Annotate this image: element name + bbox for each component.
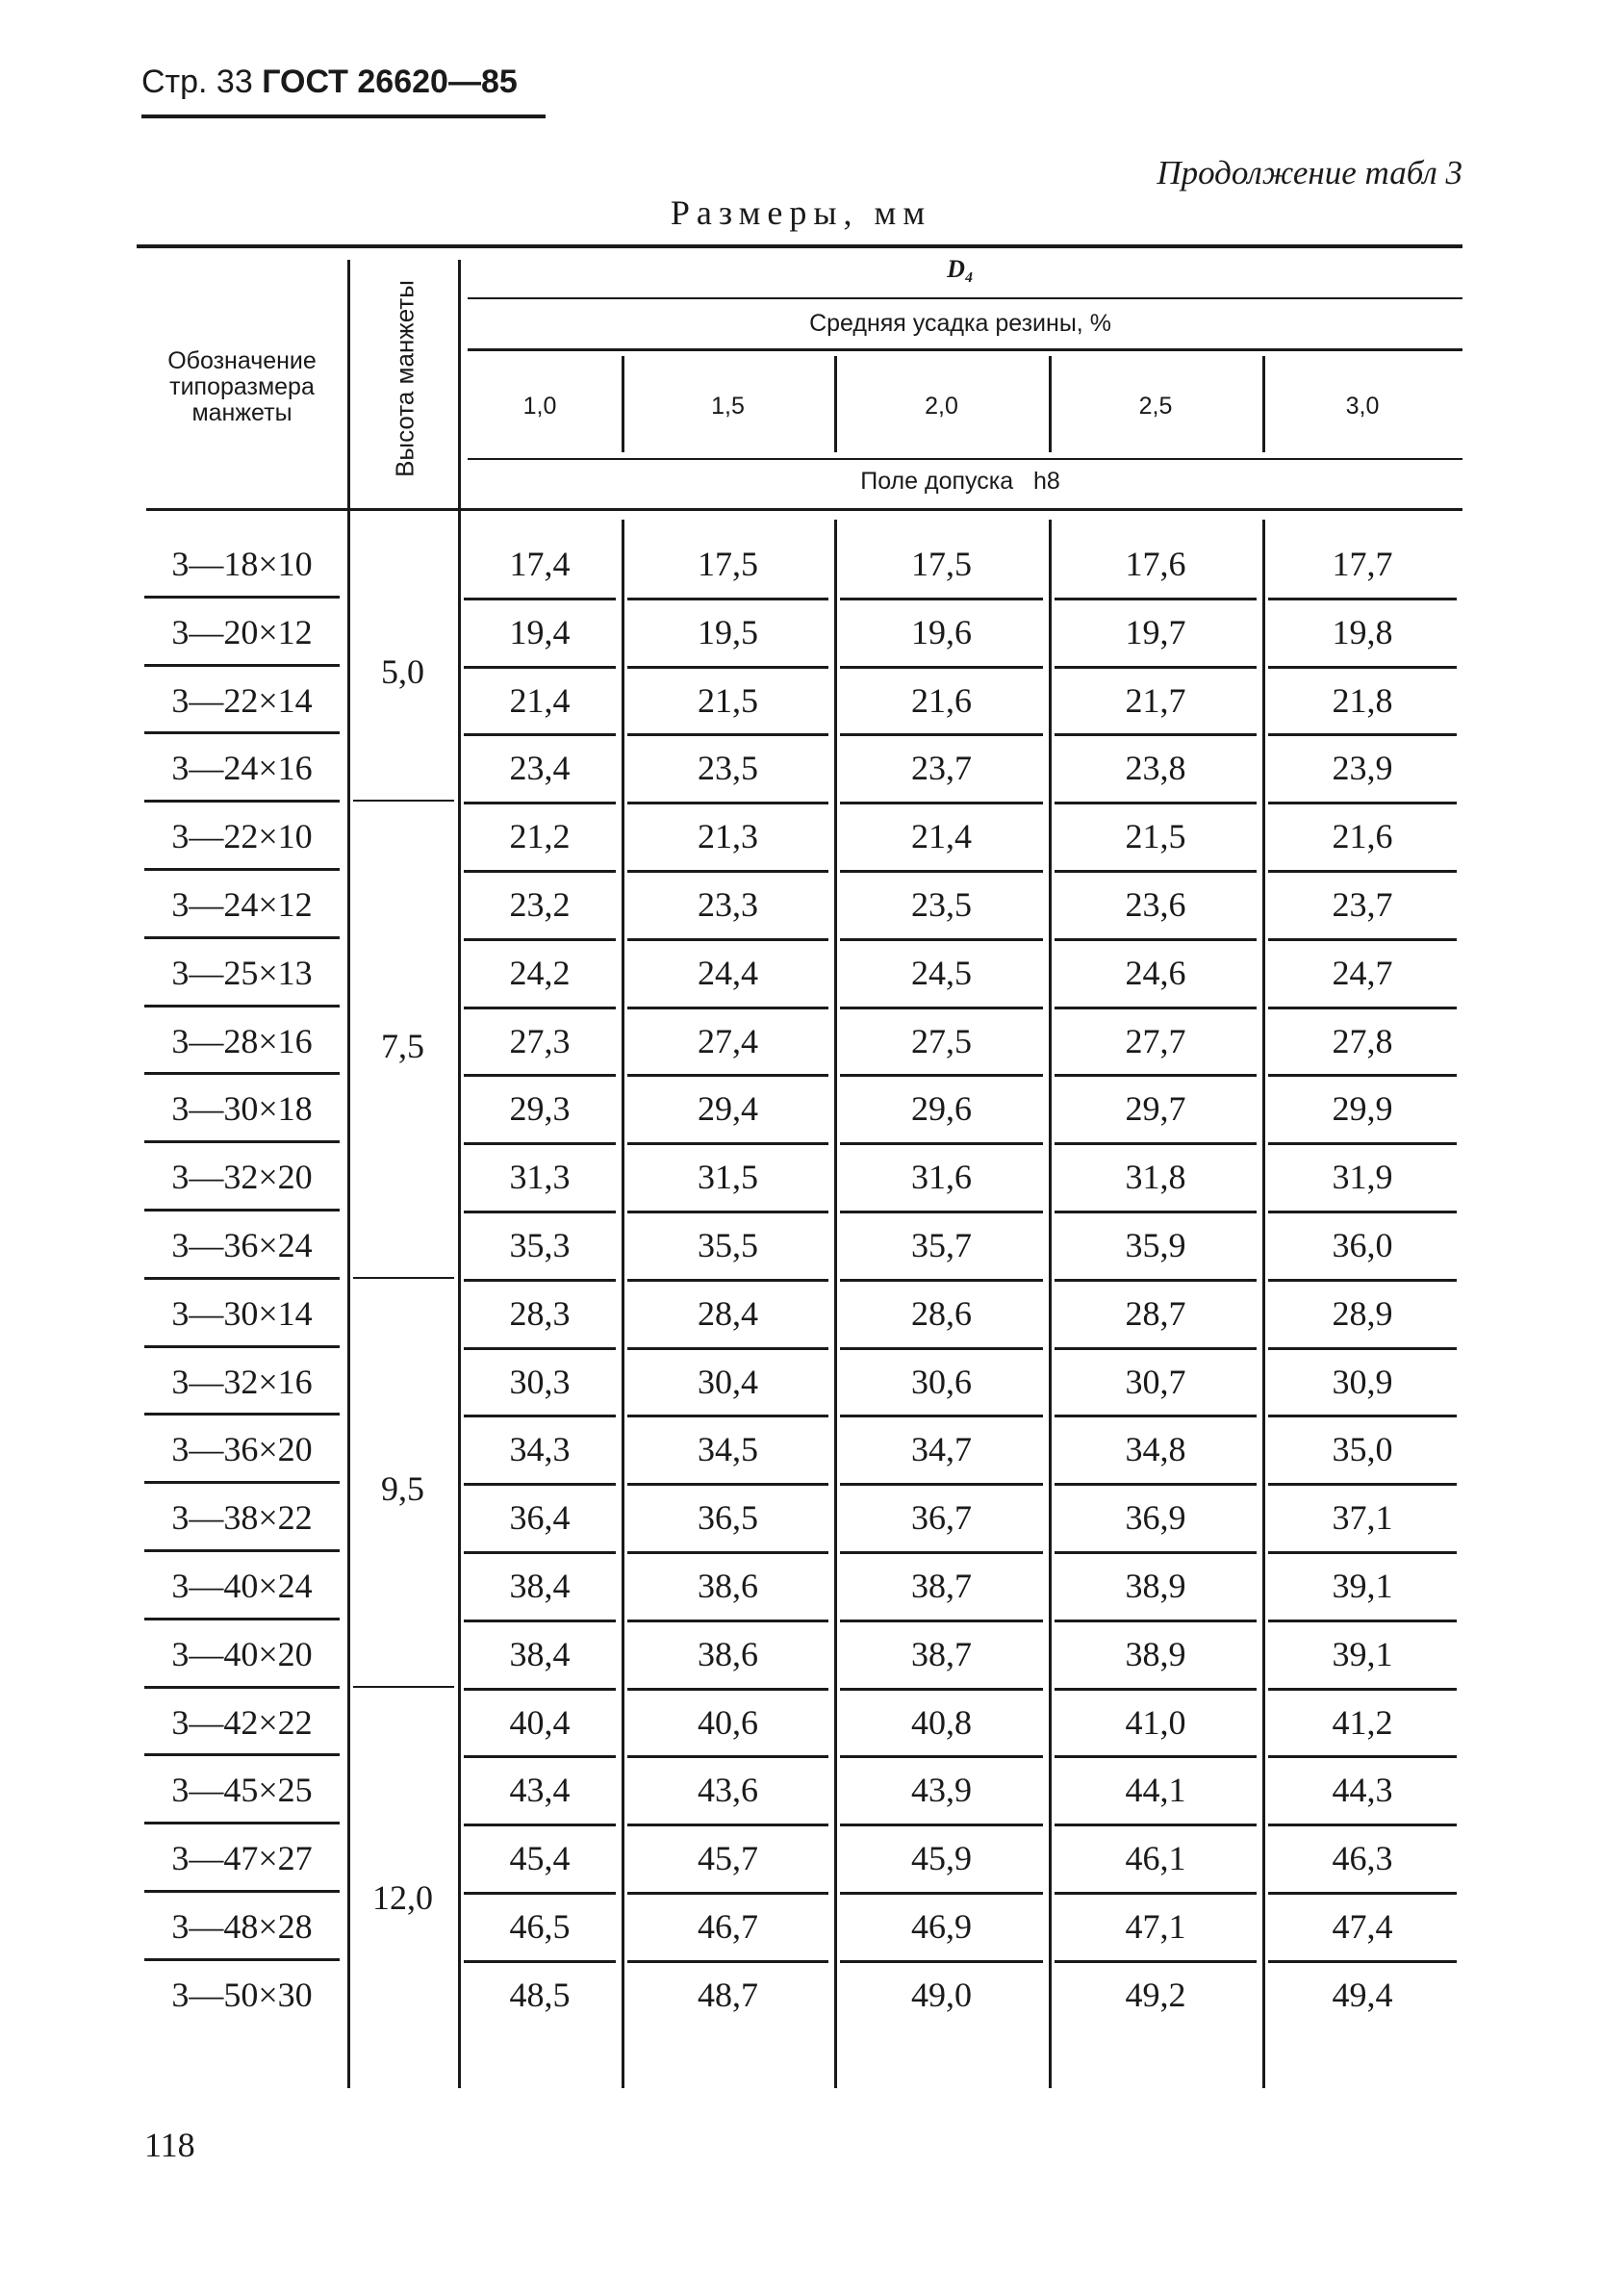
row-rule-value [1055, 938, 1257, 941]
row-rule-value [1055, 1211, 1257, 1213]
header-designation: Обозначение типоразмера манжеты [167, 347, 317, 426]
shrinkage-col-sep [622, 356, 624, 452]
value-cell: 21,6 [1332, 817, 1393, 856]
value-cell: 39,1 [1332, 1567, 1393, 1605]
row-rule-value [1268, 1824, 1457, 1826]
row-rule-value [1268, 1960, 1457, 1963]
value-cell: 28,3 [509, 1293, 571, 1333]
row-rule-designation [144, 1005, 340, 1008]
header-height: Высота манжеты [390, 280, 419, 477]
value-cell: 30,3 [509, 1362, 571, 1401]
designation-cell: 3—30×14 [171, 1293, 313, 1333]
row-rule-value [1268, 1415, 1457, 1417]
value-cell: 45,9 [911, 1839, 972, 1878]
value-cell: 23,4 [509, 749, 571, 788]
row-rule-designation [144, 1277, 340, 1280]
value-cell: 48,7 [698, 1975, 758, 2014]
row-rule-designation [144, 731, 340, 734]
value-cell: 23,2 [509, 885, 571, 924]
row-rule-value [464, 1142, 616, 1145]
value-cell: 40,4 [509, 1702, 571, 1742]
value-cell: 21,8 [1332, 680, 1393, 720]
row-rule-value [627, 1824, 828, 1826]
shrinkage-col-sep [1049, 356, 1052, 452]
shrinkage-col-sep [834, 356, 837, 452]
row-rule-value [464, 1892, 616, 1895]
height-cell: 9,5 [381, 1469, 424, 1509]
row-rule-value [464, 1074, 616, 1077]
value-cell: 17,7 [1332, 545, 1393, 583]
header-underline [141, 115, 546, 118]
header-tolerance: Поле допуска h8 [860, 468, 1060, 495]
row-rule-value [840, 1415, 1043, 1417]
row-rule-value [1055, 1551, 1257, 1554]
value-cell: 35,7 [911, 1226, 972, 1264]
value-cell: 38,9 [1125, 1634, 1186, 1673]
value-cell: 29,7 [1125, 1089, 1186, 1129]
row-rule-designation [144, 1140, 340, 1143]
row-rule-designation [144, 1481, 340, 1484]
row-rule-value [1055, 1347, 1257, 1350]
designation-cell: 3—36×24 [171, 1226, 313, 1264]
row-rule-value [840, 1211, 1043, 1213]
row-rule-value [627, 1142, 828, 1145]
designation-cell: 3—24×12 [171, 885, 313, 924]
value-cell: 29,4 [698, 1089, 758, 1129]
value-cell: 27,8 [1332, 1021, 1393, 1060]
row-rule-value [840, 1347, 1043, 1350]
value-cell: 21,3 [698, 817, 758, 856]
height-cell: 12,0 [372, 1878, 433, 1917]
row-rule-value [627, 870, 828, 873]
row-rule-value [627, 1620, 828, 1622]
height-group-rule [353, 1277, 454, 1279]
row-rule-designation [144, 1618, 340, 1620]
row-rule-value [1268, 870, 1457, 873]
d4-rule [468, 297, 1462, 299]
designation-cell: 3—48×28 [171, 1907, 313, 1946]
row-rule-designation [144, 1549, 340, 1552]
value-cell: 47,4 [1332, 1907, 1393, 1946]
designation-cell: 3—22×14 [171, 680, 313, 720]
value-cell: 31,9 [1332, 1158, 1393, 1197]
row-rule-value [1055, 598, 1257, 600]
row-rule-designation [144, 936, 340, 939]
row-rule-designation [144, 1753, 340, 1756]
designation-cell: 3—32×16 [171, 1362, 313, 1401]
value-cell: 38,6 [698, 1634, 758, 1673]
value-cell: 45,4 [509, 1839, 571, 1878]
row-rule-designation [144, 1345, 340, 1348]
value-cell: 28,9 [1332, 1293, 1393, 1333]
value-cell: 46,9 [911, 1907, 972, 1946]
row-rule-value [627, 733, 828, 736]
value-cell: 27,4 [698, 1021, 758, 1060]
shrinkage-col-sep [1262, 356, 1265, 452]
row-rule-value [1268, 598, 1457, 600]
value-cell: 35,9 [1125, 1226, 1186, 1264]
value-cell: 23,8 [1125, 749, 1186, 788]
value-cell: 49,0 [911, 1975, 972, 2014]
value-cell: 40,8 [911, 1702, 972, 1742]
row-rule-value [627, 1279, 828, 1282]
row-rule-value [464, 802, 616, 804]
row-rule-value [1268, 1483, 1457, 1486]
row-rule-value [1268, 666, 1457, 669]
row-rule-value [1055, 1960, 1257, 1963]
value-cell: 30,4 [698, 1362, 758, 1401]
value-cell: 23,7 [1332, 885, 1393, 924]
table-continuation-note: Продолжение табл 3 [1157, 154, 1462, 191]
value-cell: 24,5 [911, 953, 972, 992]
row-rule-value [840, 1007, 1043, 1009]
row-rule-value [1055, 1483, 1257, 1486]
height-group-rule [353, 800, 454, 802]
row-rule-value [1055, 1620, 1257, 1622]
row-rule-value [464, 870, 616, 873]
row-rule-value [464, 1483, 616, 1486]
page-number: 118 [144, 2126, 195, 2164]
value-cell: 31,3 [509, 1158, 571, 1197]
value-cell: 30,6 [911, 1362, 972, 1401]
row-rule-value [464, 1755, 616, 1758]
value-cell: 46,1 [1125, 1839, 1186, 1878]
value-cell: 49,4 [1332, 1975, 1393, 2014]
value-cell: 23,7 [911, 749, 972, 788]
value-cell: 37,1 [1332, 1498, 1393, 1538]
row-rule-value [840, 802, 1043, 804]
row-rule-designation [144, 868, 340, 871]
row-rule-value [840, 1074, 1043, 1077]
row-rule-value [627, 1074, 828, 1077]
value-cell: 23,5 [911, 885, 972, 924]
designation-cell: 3—28×16 [171, 1021, 313, 1060]
row-rule-value [840, 1892, 1043, 1895]
row-rule-value [464, 598, 616, 600]
header-shrinkage-1: 1,0 [522, 393, 557, 420]
row-rule-value [627, 1415, 828, 1417]
row-rule-value [1268, 1755, 1457, 1758]
designation-cell: 3—42×22 [171, 1702, 313, 1742]
value-cell: 34,3 [509, 1430, 571, 1469]
page-label: Стр. 33 [141, 64, 253, 100]
row-rule-value [1055, 1007, 1257, 1009]
row-rule-value [464, 1347, 616, 1350]
header-shrinkage-3: 2,0 [925, 393, 958, 420]
dimensions-caption: Размеры, мм [670, 193, 932, 232]
row-rule-value [840, 1688, 1043, 1691]
value-cell: 23,9 [1332, 749, 1393, 788]
value-cell: 45,7 [698, 1839, 758, 1878]
value-cell: 23,5 [698, 749, 758, 788]
value-cell: 43,9 [911, 1771, 972, 1810]
table-top-rule [137, 244, 1462, 248]
value-cell: 36,9 [1125, 1498, 1186, 1538]
row-rule-value [464, 1007, 616, 1009]
row-rule-value [1268, 1007, 1457, 1009]
row-rule-value [627, 1007, 828, 1009]
row-rule-value [840, 1279, 1043, 1282]
row-rule-value [1055, 870, 1257, 873]
value-cell: 27,7 [1125, 1021, 1186, 1060]
row-rule-value [464, 666, 616, 669]
row-rule-value [627, 938, 828, 941]
row-rule-value [627, 1347, 828, 1350]
row-rule-value [1055, 1688, 1257, 1691]
row-rule-value [840, 1960, 1043, 1963]
value-cell: 41,2 [1332, 1702, 1393, 1742]
value-cell: 23,3 [698, 885, 758, 924]
row-rule-designation [144, 800, 340, 803]
value-cell: 21,6 [911, 680, 972, 720]
designation-cell: 3—45×25 [171, 1771, 313, 1810]
row-rule-value [840, 733, 1043, 736]
value-cell: 17,4 [509, 545, 571, 583]
height-group-rule [353, 1686, 454, 1688]
row-rule-value [840, 1142, 1043, 1145]
row-rule-value [840, 1551, 1043, 1554]
row-rule-value [464, 1279, 616, 1282]
value-cell: 19,8 [1332, 612, 1393, 651]
row-rule-value [840, 1483, 1043, 1486]
header-shrinkage: Средняя усадка резины, % [809, 310, 1111, 337]
row-rule-value [464, 1211, 616, 1213]
designation-cell: 3—20×12 [171, 612, 313, 651]
row-rule-value [1055, 802, 1257, 804]
row-rule-value [1268, 1074, 1457, 1077]
row-rule-value [627, 1755, 828, 1758]
value-cell: 24,4 [698, 953, 758, 992]
value-cell: 30,7 [1125, 1362, 1186, 1401]
row-rule-value [1055, 733, 1257, 736]
value-cell: 46,7 [698, 1907, 758, 1946]
row-rule-value [1268, 1892, 1457, 1895]
value-cell: 27,3 [509, 1021, 571, 1060]
value-cell: 21,5 [698, 680, 758, 720]
row-rule-value [627, 1960, 828, 1963]
value-cell: 38,7 [911, 1567, 972, 1605]
row-rule-value [464, 1960, 616, 1963]
designation-cell: 3—40×20 [171, 1634, 313, 1673]
row-rule-designation [144, 1890, 340, 1893]
value-cell: 46,5 [509, 1907, 571, 1946]
tolerance-rule [468, 458, 1462, 460]
header-shrinkage-5: 3,0 [1345, 393, 1380, 420]
row-rule-value [1055, 1415, 1257, 1417]
value-cell: 17,5 [911, 545, 972, 583]
value-cell: 21,2 [509, 817, 571, 856]
value-cell: 27,5 [911, 1021, 972, 1060]
value-cell: 28,6 [911, 1293, 972, 1333]
row-rule-value [464, 1415, 616, 1417]
row-rule-value [840, 870, 1043, 873]
designation-cell: 3—50×30 [171, 1975, 313, 2014]
designation-cell: 3—30×18 [171, 1089, 313, 1129]
standard-number: ГОСТ 26620—85 [262, 64, 518, 100]
value-cell: 17,6 [1125, 545, 1186, 583]
value-cell: 24,6 [1125, 953, 1186, 992]
value-cell: 19,6 [911, 612, 972, 651]
designation-cell: 3—22×10 [171, 817, 313, 856]
row-rule-designation [144, 664, 340, 667]
value-cell: 49,2 [1125, 1975, 1186, 2014]
row-rule-value [627, 598, 828, 600]
value-cell: 17,5 [698, 545, 758, 583]
value-cell: 36,0 [1332, 1226, 1393, 1264]
row-rule-value [1268, 802, 1457, 804]
value-cell: 34,5 [698, 1430, 758, 1469]
value-cell: 19,7 [1125, 612, 1186, 651]
value-cell: 43,4 [509, 1771, 571, 1810]
header-bottom-rule [146, 508, 1462, 511]
value-cell: 29,9 [1332, 1089, 1393, 1129]
value-cell: 43,6 [698, 1771, 758, 1810]
row-rule-value [1268, 1347, 1457, 1350]
value-cell: 35,0 [1332, 1430, 1393, 1469]
value-cell: 23,6 [1125, 885, 1186, 924]
value-cell: 28,4 [698, 1293, 758, 1333]
row-rule-value [840, 1824, 1043, 1826]
row-rule-value [627, 1551, 828, 1554]
col-sep-designation [347, 260, 350, 2088]
row-rule-value [464, 1824, 616, 1826]
value-cell: 39,1 [1332, 1634, 1393, 1673]
row-rule-value [1268, 1688, 1457, 1691]
value-cell: 47,1 [1125, 1907, 1186, 1946]
row-rule-value [627, 802, 828, 804]
row-rule-value [1055, 1279, 1257, 1282]
row-rule-value [1268, 938, 1457, 941]
row-rule-value [840, 938, 1043, 941]
height-cell: 5,0 [381, 651, 424, 691]
designation-cell: 3—36×20 [171, 1430, 313, 1469]
row-rule-value [464, 1688, 616, 1691]
row-rule-designation [144, 1958, 340, 1961]
row-rule-value [464, 1551, 616, 1554]
value-cell: 44,1 [1125, 1771, 1186, 1810]
value-cell: 24,7 [1332, 953, 1393, 992]
value-cell: 38,6 [698, 1567, 758, 1605]
value-cell: 30,9 [1332, 1362, 1393, 1401]
value-cell: 34,8 [1125, 1430, 1186, 1469]
row-rule-value [840, 1755, 1043, 1758]
value-cell: 38,7 [911, 1634, 972, 1673]
designation-cell: 3—24×16 [171, 749, 313, 788]
row-rule-value [1268, 733, 1457, 736]
value-cell: 38,4 [509, 1634, 571, 1673]
header-shrinkage-2: 1,5 [711, 393, 745, 420]
row-rule-value [1055, 1824, 1257, 1826]
value-cell: 34,7 [911, 1430, 972, 1469]
row-rule-value [1268, 1551, 1457, 1554]
row-rule-value [1055, 1892, 1257, 1895]
row-rule-designation [144, 1209, 340, 1212]
row-rule-value [464, 938, 616, 941]
row-rule-value [1055, 1074, 1257, 1077]
value-cell: 21,5 [1125, 817, 1186, 856]
shrinkage-rule [468, 348, 1462, 351]
row-rule-value [627, 1483, 828, 1486]
row-rule-value [627, 1688, 828, 1691]
row-rule-value [840, 666, 1043, 669]
value-cell: 24,2 [509, 953, 571, 992]
value-cell: 48,5 [509, 1975, 571, 2014]
value-cell: 44,3 [1332, 1771, 1393, 1810]
row-rule-designation [144, 596, 340, 599]
value-cell: 35,3 [509, 1226, 571, 1264]
row-rule-value [464, 733, 616, 736]
row-rule-value [1055, 1142, 1257, 1145]
row-rule-value [1055, 1755, 1257, 1758]
row-rule-value [1055, 666, 1257, 669]
value-cell: 41,0 [1125, 1702, 1186, 1742]
designation-cell: 3—18×10 [171, 545, 313, 583]
value-cell: 21,4 [911, 817, 972, 856]
value-cell: 29,6 [911, 1089, 972, 1129]
designation-cell: 3—25×13 [171, 953, 313, 992]
row-rule-value [1268, 1211, 1457, 1213]
designation-cell: 3—32×20 [171, 1158, 313, 1197]
row-rule-value [627, 1211, 828, 1213]
designation-cell: 3—38×22 [171, 1498, 313, 1538]
row-rule-designation [144, 1413, 340, 1416]
row-rule-designation [144, 1072, 340, 1075]
value-cell: 31,5 [698, 1158, 758, 1197]
value-cell: 40,6 [698, 1702, 758, 1742]
row-rule-value [627, 666, 828, 669]
value-cell: 46,3 [1332, 1839, 1393, 1878]
row-rule-designation [144, 1686, 340, 1689]
value-cell: 38,4 [509, 1567, 571, 1605]
designation-cell: 3—40×24 [171, 1567, 313, 1605]
row-rule-value [1268, 1279, 1457, 1282]
height-cell: 7,5 [381, 1027, 424, 1065]
value-cell: 36,5 [698, 1498, 758, 1538]
row-rule-designation [144, 1822, 340, 1824]
header-shrinkage-4: 2,5 [1138, 393, 1173, 420]
value-cell: 31,6 [911, 1158, 972, 1197]
row-rule-value [464, 1620, 616, 1622]
value-cell: 38,9 [1125, 1567, 1186, 1605]
header-d4: D₄ [947, 255, 974, 283]
row-rule-value [1268, 1620, 1457, 1622]
row-rule-value [627, 1892, 828, 1895]
running-header [141, 64, 518, 101]
value-cell: 35,5 [698, 1226, 758, 1264]
row-rule-value [840, 1620, 1043, 1622]
value-cell: 36,7 [911, 1498, 972, 1538]
value-cell: 36,4 [509, 1498, 571, 1538]
value-cell: 19,4 [509, 612, 571, 651]
value-cell: 31,8 [1125, 1158, 1186, 1197]
value-cell: 19,5 [698, 612, 758, 651]
row-rule-value [840, 598, 1043, 600]
value-cell: 29,3 [509, 1089, 571, 1129]
row-rule-value [1268, 1142, 1457, 1145]
value-cell: 21,7 [1125, 680, 1186, 720]
value-cell: 21,4 [509, 680, 571, 720]
designation-cell: 3—47×27 [171, 1839, 313, 1878]
value-cell: 28,7 [1125, 1293, 1186, 1333]
